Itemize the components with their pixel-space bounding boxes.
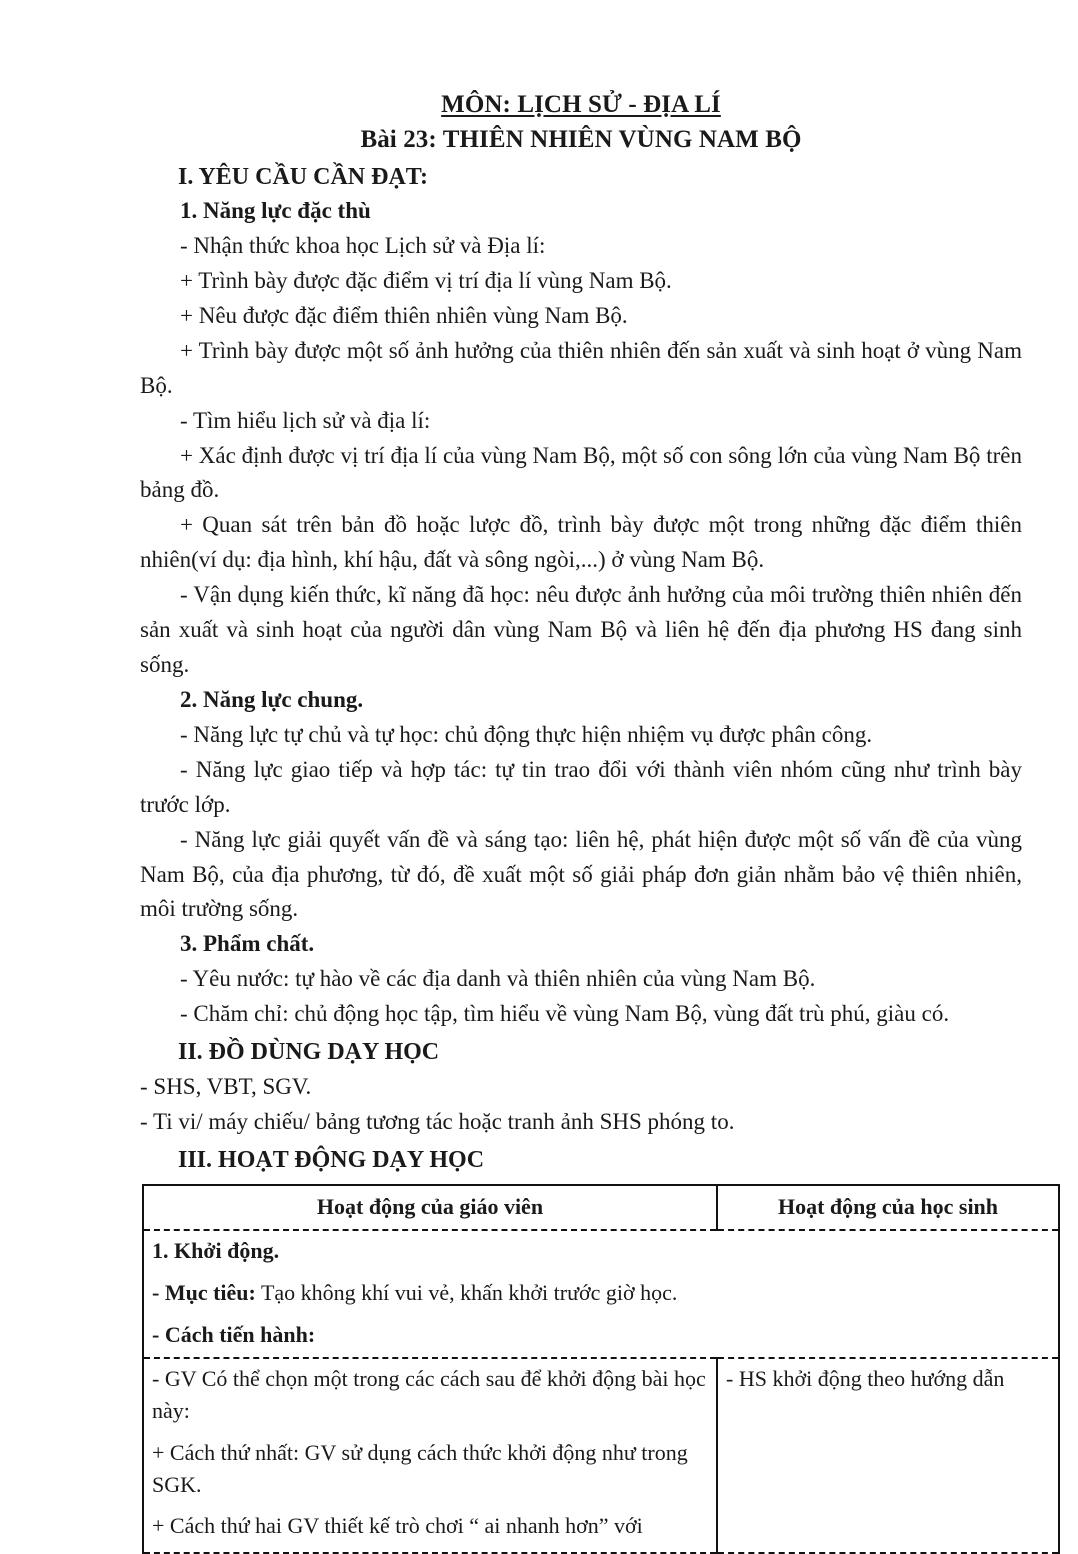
paragraph-1-2-2: - Năng lực giải quyết vấn đề và sáng tạo: liên hệ, phát hiện được một số vấn đề của vùng Nam Bộ, của địa phương, từ đó, đề xuất một số giải pháp đơn giản nhằm bảo vệ thiên nhiên, môi trường sống. (140, 826, 1022, 922)
table-cell-objective (143, 1230, 1059, 1358)
objective-line-goal (152, 1277, 1050, 1309)
paragraph-2-1: - Ti vi/ máy chiếu/ bảng tương tác hoặc tranh ảnh SHS phóng to. (140, 1108, 735, 1134)
table-cell-student-activity (717, 1358, 1059, 1553)
paragraph-1-1-0: - Nhận thức khoa học Lịch sử và Địa lí: (180, 232, 546, 258)
paragraph-1-3-0: - Yêu nước: tự hào về các địa danh và thiên nhiên của vùng Nam Bộ. (180, 965, 816, 991)
teacher-activity-line-1: + Cách thứ nhất: GV sử dụng cách thức khởi động như trong SGK. (152, 1439, 688, 1497)
teacher-activity-line-0: - GV Có thể chọn một trong các cách sau để khởi động bài học này: (152, 1365, 706, 1423)
activity-table-wrapper (142, 1184, 1022, 1554)
table-row (143, 1358, 1059, 1553)
table-header-student: Hoạt động của học sinh (717, 1185, 1059, 1230)
paragraph-1-1-3: + Trình bày được một số ảnh hưởng của thiên nhiên đến sản xuất và sinh hoạt ở vùng Nam Bộ. (140, 337, 1022, 398)
table-cell-teacher-activity (143, 1358, 717, 1553)
table-header-row (143, 1185, 1059, 1230)
paragraph-1-1-7: - Vận dụng kiến thức, kĩ năng đã học: nêu được ảnh hưởng của môi trường thiên nhiên đến sản xuất và sinh hoạt của người dân vùng Nam Bộ và liên hệ đến địa phương HS đang sinh sống. (140, 582, 1022, 678)
objective-line-method (152, 1319, 1050, 1351)
objective-line-title (152, 1235, 1050, 1267)
paragraph-1-2-0: - Năng lực tự chủ và tự học: chủ động thực hiện nhiệm vụ được phân công. (180, 721, 873, 747)
paragraph-1-1-4: - Tìm hiểu lịch sử và địa lí: (180, 407, 431, 433)
objective-goal-label: - Mục tiêu: (152, 1280, 256, 1306)
paragraph-1-2-1: - Năng lực giao tiếp và hợp tác: tự tin trao đổi với thành viên nhóm cũng như trình bày trước lớp. (140, 756, 1022, 817)
heading-section-1-1: 1. Năng lực đặc thù (180, 198, 371, 224)
document-subtitle: Bài 23: THIÊN NHIÊN VÙNG NAM BỘ (360, 126, 802, 154)
paragraph-2-0: - SHS, VBT, SGV. (140, 1073, 312, 1099)
heading-section-1-2: 2. Năng lực chung. (180, 687, 364, 713)
heading-section-1-3: 3. Phẩm chất. (180, 931, 315, 957)
objective-method-label: - Cách tiến hành: (152, 1321, 316, 1347)
paragraph-1-1-5: + Xác định được vị trí địa lí của vùng Nam Bộ, một số con sông lớn của vùng Nam Bộ trên bảng đồ. (140, 442, 1022, 503)
paragraph-1-3-1: - Chăm chỉ: chủ động học tập, tìm hiểu về vùng Nam Bộ, vùng đất trù phú, giàu có. (180, 1000, 950, 1026)
objective-goal-text: Tạo không khí vui vẻ, khấn khởi trước giờ học. (255, 1280, 678, 1306)
paragraph-1-1-2: + Nêu được đặc điểm thiên nhiên vùng Nam Bộ. (180, 302, 628, 328)
teacher-activity-line-2: + Cách thứ hai GV thiết kế trò chơi “ ai nhanh hơn” với (152, 1513, 643, 1539)
heading-section-2: II. ĐỒ DÙNG DẠY HỌC (178, 1038, 440, 1065)
table-row (143, 1230, 1059, 1358)
activity-table (142, 1184, 1060, 1554)
paragraph-1-1-1: + Trình bày được đặc điểm vị trí địa lí vùng Nam Bộ. (180, 267, 672, 293)
table-header-teacher: Hoạt động của giáo viên (143, 1185, 717, 1230)
document-body (140, 88, 1022, 1554)
heading-section-1: I. YÊU CẦU CẦN ĐẠT: (178, 163, 428, 190)
student-activity-line-0: - HS khởi động theo hướng dẫn (726, 1365, 1005, 1391)
document-title: MÔN: LỊCH SỬ - ĐỊA LÍ (441, 91, 721, 118)
heading-section-3: III. HOẠT ĐỘNG DẠY HỌC (178, 1146, 485, 1173)
objective-title-bold: 1. Khởi động. (152, 1238, 280, 1264)
paragraph-1-1-6: + Quan sát trên bản đồ hoặc lược đồ, trình bày được một trong những đặc điểm thiên nhiên(ví dụ: địa hình, khí hậu, đất và sông ngòi,...) ở vùng Nam Bộ. (140, 512, 1022, 573)
